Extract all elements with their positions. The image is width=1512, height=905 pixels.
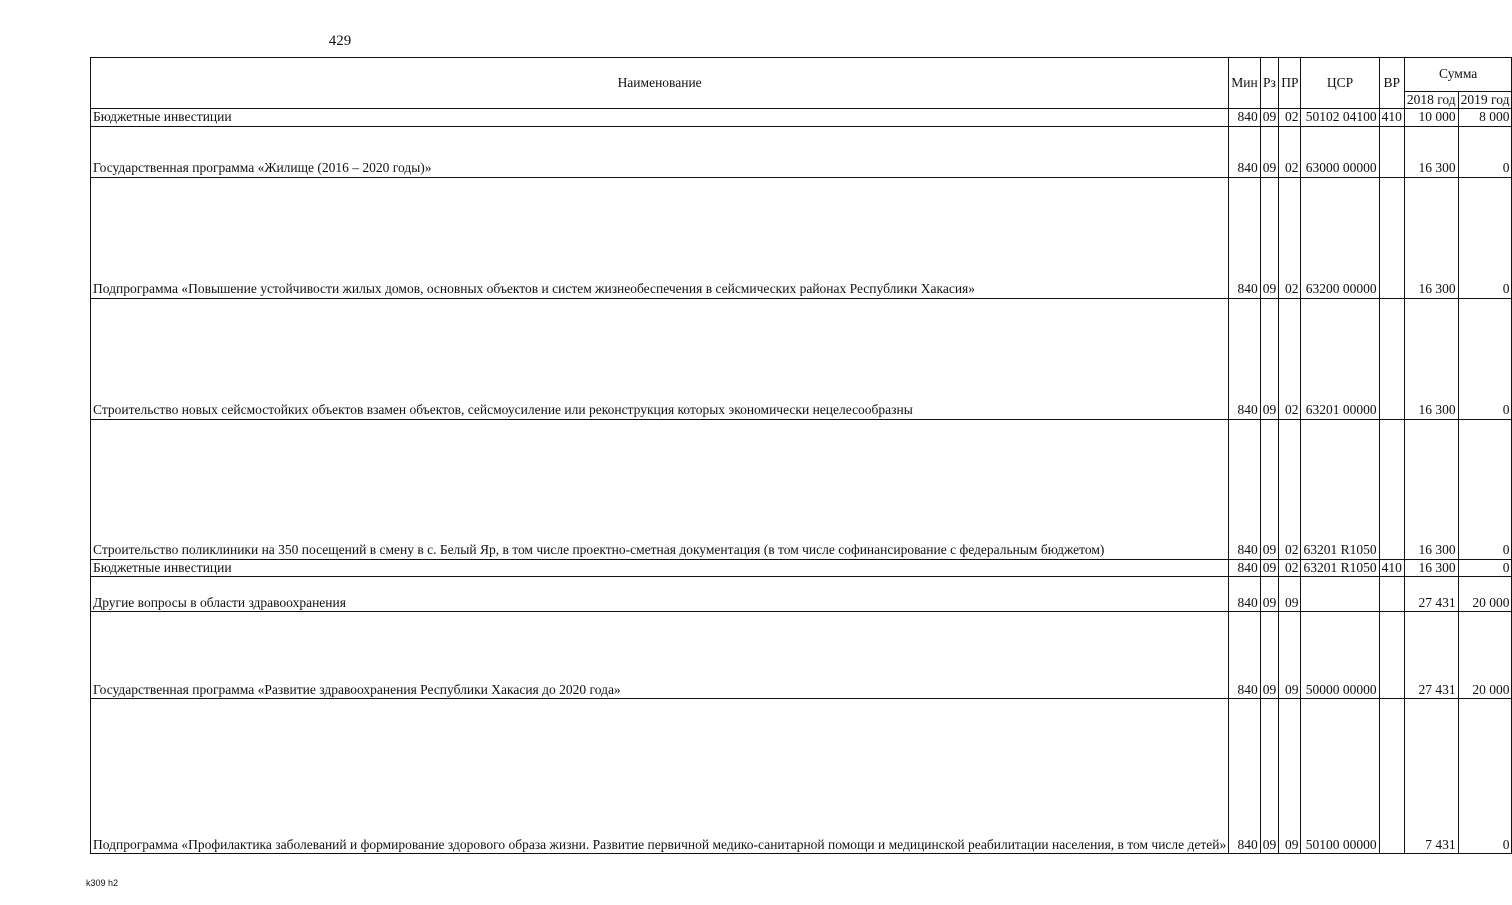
row-pr: 02 (1279, 126, 1301, 177)
row-vr (1379, 419, 1404, 559)
row-vr (1379, 577, 1404, 612)
header-rz: Рз (1260, 58, 1279, 109)
row-2019: 0 (1458, 177, 1512, 298)
row-min: 840 (1229, 577, 1260, 612)
row-2019: 20 000 (1458, 577, 1512, 612)
footer-code: k309 h2 (86, 878, 119, 888)
row-pr: 09 (1279, 699, 1301, 854)
row-min: 840 (1229, 177, 1260, 298)
row-2018: 16 300 (1404, 298, 1458, 419)
row-rz: 09 (1260, 699, 1279, 854)
page-number: 429 (328, 33, 352, 49)
row-name: Подпрограмма «Профилактика заболеваний и формирование здорового образа жизни. Развитие первичной медико-санитарной помощи и медицинской реабилитации населения, в том числе детей» (91, 699, 1229, 854)
row-name: Строительство новых сейсмостойких объектов взамен объектов, сейсмоусиление или реконструкция которых экономически нецелесообразны (91, 298, 1229, 419)
header-vr: ВР (1379, 58, 1404, 109)
row-rz: 09 (1260, 559, 1279, 576)
row-rz: 09 (1260, 298, 1279, 419)
table-row (91, 298, 1512, 419)
table-row (91, 177, 1512, 298)
row-vr: 410 (1379, 559, 1404, 576)
table-row (91, 559, 1512, 576)
row-name: Государственная программа «Развитие здравоохранения Республики Хакасия до 2020 года» (91, 612, 1229, 699)
budget-table (90, 57, 1512, 854)
row-pr: 09 (1279, 612, 1301, 699)
row-pr: 02 (1279, 177, 1301, 298)
row-pr: 02 (1279, 109, 1301, 126)
table-row (91, 419, 1512, 559)
row-2019: 8 000 (1458, 109, 1512, 126)
table-row (91, 612, 1512, 699)
row-csr: 63200 00000 (1301, 177, 1379, 298)
row-2019: 0 (1458, 298, 1512, 419)
row-name: Подпрограмма «Повышение устойчивости жилых домов, основных объектов и систем жизнеобеспечения в сейсмических районах Республики Хакасия» (91, 177, 1229, 298)
row-csr: 50000 00000 (1301, 612, 1379, 699)
table-row (91, 577, 1512, 612)
row-vr (1379, 612, 1404, 699)
row-vr (1379, 177, 1404, 298)
row-2018: 27 431 (1404, 612, 1458, 699)
row-2018: 16 300 (1404, 126, 1458, 177)
row-vr (1379, 699, 1404, 854)
row-csr (1301, 577, 1379, 612)
row-rz: 09 (1260, 419, 1279, 559)
row-vr (1379, 126, 1404, 177)
table-row (91, 109, 1512, 126)
row-name: Бюджетные инвестиции (91, 109, 1229, 126)
row-2018: 27 431 (1404, 577, 1458, 612)
row-csr: 63201 00000 (1301, 298, 1379, 419)
header-min: Мин (1229, 58, 1260, 109)
header-2018: 2018 год (1404, 92, 1458, 109)
row-pr: 02 (1279, 298, 1301, 419)
row-2018: 16 300 (1404, 419, 1458, 559)
row-2018: 10 000 (1404, 109, 1458, 126)
row-2018: 7 431 (1404, 699, 1458, 854)
header-csr: ЦСР (1301, 58, 1379, 109)
row-pr: 02 (1279, 419, 1301, 559)
row-csr: 63000 00000 (1301, 126, 1379, 177)
row-min: 840 (1229, 419, 1260, 559)
row-csr: 50102 04100 (1301, 109, 1379, 126)
row-2018: 16 300 (1404, 559, 1458, 576)
row-name: Другие вопросы в области здравоохранения (91, 577, 1229, 612)
row-pr: 02 (1279, 559, 1301, 576)
row-vr: 410 (1379, 109, 1404, 126)
header-sum: Сумма (1404, 58, 1512, 92)
row-2019: 0 (1458, 419, 1512, 559)
row-min: 840 (1229, 559, 1260, 576)
row-min: 840 (1229, 109, 1260, 126)
row-name: Государственная программа «Жилище (2016 – 2020 годы)» (91, 126, 1229, 177)
row-2019: 0 (1458, 699, 1512, 854)
row-min: 840 (1229, 612, 1260, 699)
row-min: 840 (1229, 699, 1260, 854)
header-pr: ПР (1279, 58, 1301, 109)
row-pr: 09 (1279, 577, 1301, 612)
row-csr: 50100 00000 (1301, 699, 1379, 854)
row-rz: 09 (1260, 109, 1279, 126)
row-rz: 09 (1260, 577, 1279, 612)
row-rz: 09 (1260, 612, 1279, 699)
row-rz: 09 (1260, 177, 1279, 298)
row-2019: 0 (1458, 559, 1512, 576)
header-name: Наименование (91, 58, 1229, 109)
row-name: Строительство поликлиники на 350 посещений в смену в с. Белый Яр, в том числе проектно-сметная документация (в том числе софинансирование с федеральным бюджетом) (91, 419, 1229, 559)
row-2019: 20 000 (1458, 612, 1512, 699)
table-row (91, 699, 1512, 854)
row-rz: 09 (1260, 126, 1279, 177)
row-name: Бюджетные инвестиции (91, 559, 1229, 576)
row-csr: 63201 R1050 (1301, 559, 1379, 576)
row-min: 840 (1229, 126, 1260, 177)
row-vr (1379, 298, 1404, 419)
table-row (91, 126, 1512, 177)
row-min: 840 (1229, 298, 1260, 419)
row-csr: 63201 R1050 (1301, 419, 1379, 559)
row-2019: 0 (1458, 126, 1512, 177)
row-2018: 16 300 (1404, 177, 1458, 298)
header-2019: 2019 год (1458, 92, 1512, 109)
